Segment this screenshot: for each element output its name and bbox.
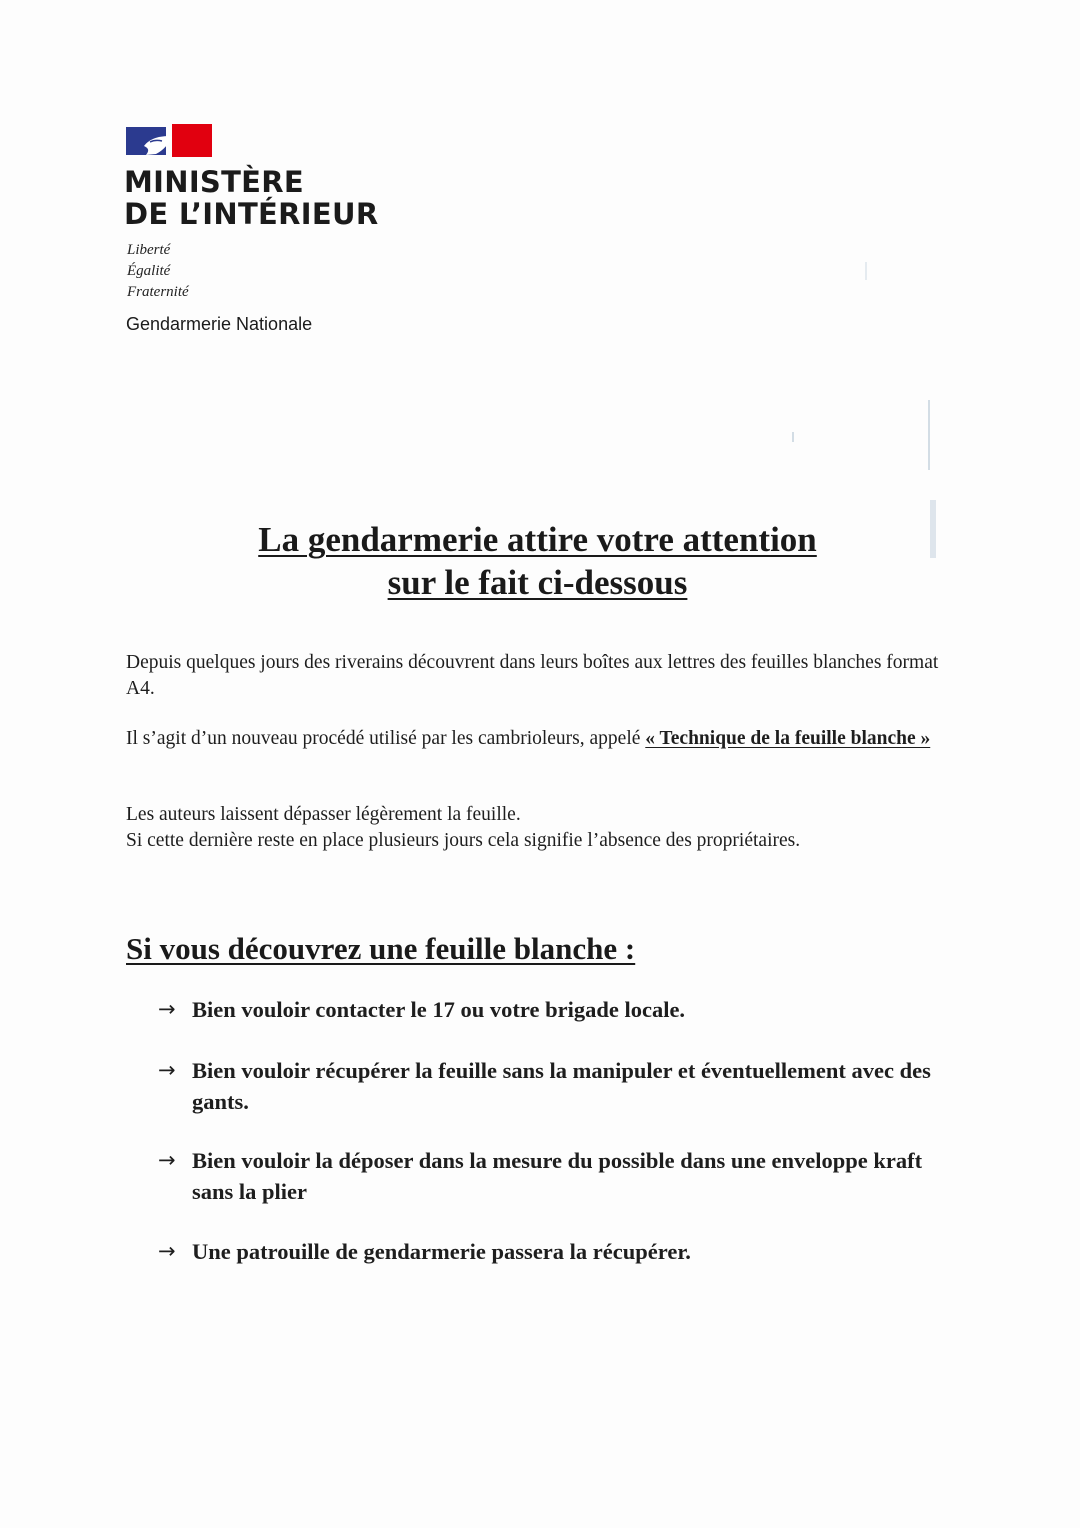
scan-artifact	[792, 432, 794, 442]
marianne-flag-icon	[126, 124, 212, 158]
arrow-right-icon: →	[158, 1058, 176, 1082]
paragraph-intro: Depuis quelques jours des riverains découvrent dans leurs boîtes aux lettres des feuilles blanches format A4.	[126, 652, 939, 699]
title-line-2: sur le fait ci-dessous	[387, 563, 688, 602]
ministry-line-2: DE L’INTÉRIEUR	[124, 197, 379, 231]
arrow-right-icon: →	[158, 1239, 176, 1263]
marianne-logo	[126, 124, 212, 158]
paragraph-explanation	[126, 802, 941, 854]
scan-artifact	[865, 262, 867, 280]
arrow-right-icon: →	[158, 997, 176, 1021]
technique-name: « Technique de la feuille blanche »	[645, 728, 931, 749]
ministry-name	[124, 166, 378, 230]
explanation-line-2: Si cette dernière reste en place plusieurs jours cela signifie l’absence des propriétaires.	[126, 830, 801, 851]
scan-artifact	[930, 500, 936, 558]
instruction-text: Bien vouloir récupérer la feuille sans la manipuler et éventuellement avec des gants.	[192, 1058, 931, 1114]
instruction-item	[158, 1236, 948, 1267]
motto-fraternite: Fraternité	[127, 284, 189, 300]
motto-liberte: Liberté	[127, 242, 171, 258]
explanation-line-1: Les auteurs laissent dépasser légèrement la feuille.	[126, 804, 521, 825]
paragraph-technique	[126, 726, 941, 752]
instruction-item	[158, 1055, 948, 1117]
arrow-right-icon: →	[158, 1148, 176, 1172]
service-name: Gendarmerie Nationale	[126, 314, 313, 334]
instructions-heading: Si vous découvrez une feuille blanche :	[126, 931, 636, 966]
title-line-1: La gendarmerie attire votre attention	[258, 520, 817, 559]
instruction-text: Bien vouloir la déposer dans la mesure du possible dans une enveloppe kraft sans la plier	[192, 1148, 923, 1204]
ministry-line-1: MINISTÈRE	[124, 165, 305, 199]
instruction-item	[158, 1145, 948, 1207]
document-title	[0, 518, 1075, 604]
scan-artifact	[928, 400, 930, 470]
motto-egalite: Égalité	[127, 263, 171, 279]
instruction-item	[158, 994, 948, 1025]
instruction-text: Une patrouille de gendarmerie passera la récupérer.	[192, 1239, 691, 1264]
republic-motto	[127, 240, 189, 303]
instruction-text: Bien vouloir contacter le 17 ou votre brigade locale.	[192, 997, 686, 1022]
technique-text: Il s’agit d’un nouveau procédé utilisé par les cambrioleurs, appelé	[126, 728, 646, 749]
